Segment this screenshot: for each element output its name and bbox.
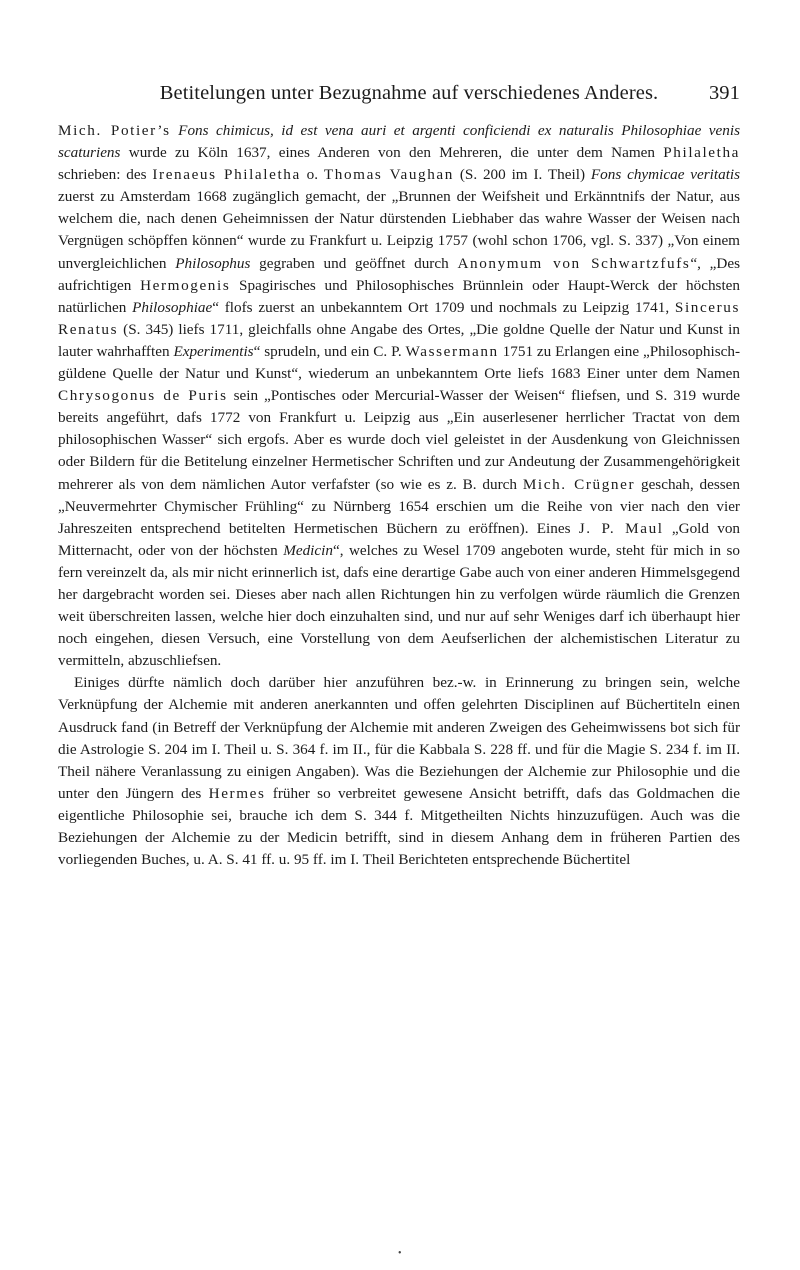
running-title: Betitelungen unter Bezugnahme auf verschiedenes Anderes.	[159, 82, 659, 104]
book-title: Fons chymicae veritatis	[590, 166, 741, 184]
text-run: 1751 zu Erlangen eine „Philosophisch-güldene Quelle der Natur und Kunst“, wiederum an unbekanntem Orte liefs 1683 Einer unter dem Namen	[58, 342, 741, 383]
author-name: Wassermann	[405, 342, 499, 360]
emphasized-word: Philosophiae	[132, 298, 213, 316]
text-run: zuerst zu Amsterdam 1668 zugänglich gemacht, der „Brunnen der Weifsheit und Erkänntnifs der Natur, aus welchem die, nach denen Geheimnissen der Natur dürstenden Liebhaber das wahre Wasser der Weisen nach Vergnügen schöpffen können“ wurde zu Frankfurt u. Leipzig 1757 (wohl schon 1706, vgl. S. 337) „Von einem unvergleichlichen	[58, 188, 740, 272]
emphasized-word: Medicin	[283, 541, 333, 559]
emphasized-word: Experimentis	[173, 342, 254, 360]
book-title: Fons chimicus, id est vena auri et argenti conficiendi ex naturalis Philosophiae venis scaturiens	[58, 122, 741, 162]
author-name: Anonymum von Schwartzfufs	[457, 254, 691, 272]
text-run: wurde zu Köln 1637, eines Anderen von den Mehreren, die unter dem Namen	[128, 144, 655, 162]
author-name: Philaletha	[663, 144, 741, 162]
text-run: geschah, dessen „Neuvermehrter Chymischer Frühling“ zu Nürnberg 1654 erschien um die Reihe von vier nach den vier Jahreszeiten entsprechend betitelten Hermetischen Büchern zu eröffnen). Eines	[58, 475, 741, 537]
text-run: gegraben und geöffnet durch	[259, 254, 449, 272]
text-run: “ flofs zuerst an unbekanntem Ort 1709 und nochmals zu Leipzig 1741,	[212, 298, 670, 316]
page-mark: •	[398, 1248, 402, 1259]
text-run: “, „Des aufrichtigen	[58, 254, 741, 294]
text-run: sein „Pontisches oder Mercurial-Wasser der Weisen“ fliefsen, und S. 319 wurde bereits angeführt, dafs 1772 von Frankfurt u. Leipzig aus „Ein auserlesener herrlicher Tractat von dem philosophischen Wasser“ sich ergofs. Aber es wurde doch viel geleistet in der Ausdenkung von Gleichnissen oder Bildern für die Betitelung einzelner Hermetischer Schriften und zur Andeutung der Zusammengehörigkeit mehrerer als von dem nämlichen Autor verfafster (so wie es z. B. durch	[58, 387, 741, 493]
paragraph-1	[58, 120, 740, 672]
book-page	[58, 78, 740, 871]
author-name: Hermes	[208, 784, 266, 802]
text-run: schrieben: des	[58, 166, 147, 184]
text-run: “ sprudeln, und ein C. P.	[253, 342, 402, 360]
emphasized-word: Philosophus	[175, 254, 251, 272]
text-run: o.	[306, 166, 319, 184]
text-run: Spagirisches und Philosophisches Brünnlein oder Haupt-Werck der höchsten natürlichen	[58, 276, 741, 316]
running-header	[58, 78, 740, 108]
text-run: (S. 200 im I. Theil)	[459, 166, 586, 184]
author-name: Chrysogonus de Puris	[58, 387, 228, 405]
text-run: Einiges dürfte nämlich doch darüber hier anzuführen bez.-w. in Erinnerung zu bringen sein, welche Verknüpfung der Alchemie mit anderen anerkannten und offen gelehrten Disciplinen auf Büchertiteln einen Ausdruck fand (in Betreff der Verknüpfung der Alchemie mit anderen Zweigen des Geheimwissens bot sich für die Astrologie S. 204 im I. Theil u. S. 364 f. im II., für die Kabbala S. 228 ff. und für die Magie S. 234 f. im II. Theil nähere Veranlassung zu einigen Angaben). Was die Beziehungen der Alchemie zur Philosophie und die unter den Jüngern des	[58, 674, 740, 802]
author-name: Irenaeus Philaletha	[152, 166, 301, 184]
paragraph-2	[58, 672, 740, 871]
author-name: Sincerus Renatus	[58, 298, 741, 338]
author-name: Hermogenis	[140, 276, 231, 294]
author-name: Mich. Potier’s	[58, 122, 171, 139]
author-name: Thomas Vaughan	[323, 166, 454, 184]
author-name: Mich. Crügner	[522, 475, 636, 493]
text-run: “, welches zu Wesel 1709 angeboten wurde, steht für mich in so fern vereinzelt da, als mir nicht erinnerlich ist, dafs eine derartige Gabe auch von einer anderen Himmelsgegend her dargebracht worden sei. Dieses aber nach allen Richtungen hin zu verfolgen würde räumlich die Grenzen weit überschreiten lassen, welche hier doch einzuhalten sind, und nur auf sehr Weniges darf ich überhaupt hier noch eingehen, diesen Versuch, eine Vorstellung von dem Aeufserlichen der alchemistischen Literatur zu vermitteln, abzuschliefsen.	[58, 541, 741, 670]
text-run: (S. 345) liefs 1711, gleichfalls ohne Angabe des Ortes, „Die goldne Quelle der Natur und Kunst in lauter wahrhafften	[58, 320, 740, 360]
body-text	[58, 120, 740, 871]
author-name: J. P. Maul	[578, 519, 664, 537]
page-number: 391	[708, 82, 740, 104]
text-run: „Gold von Mitternacht, oder von der höchsten	[58, 519, 741, 559]
text-run: früher so verbreitet gewesene Ansicht betrifft, dafs das Goldmachen die eigentliche Philosophie sei, brauche ich dem S. 344 f. Mitgetheilten Nichts hinzuzufügen. Auch was die Beziehungen der Alchemie zu der Medicin betrifft, sind in diesem Anhang dem in früheren Partien des vorliegenden Buches, u. A. S. 41 ff. u. 95 ff. im I. Theil Berichteten entsprechende Büchertitel	[58, 784, 741, 869]
